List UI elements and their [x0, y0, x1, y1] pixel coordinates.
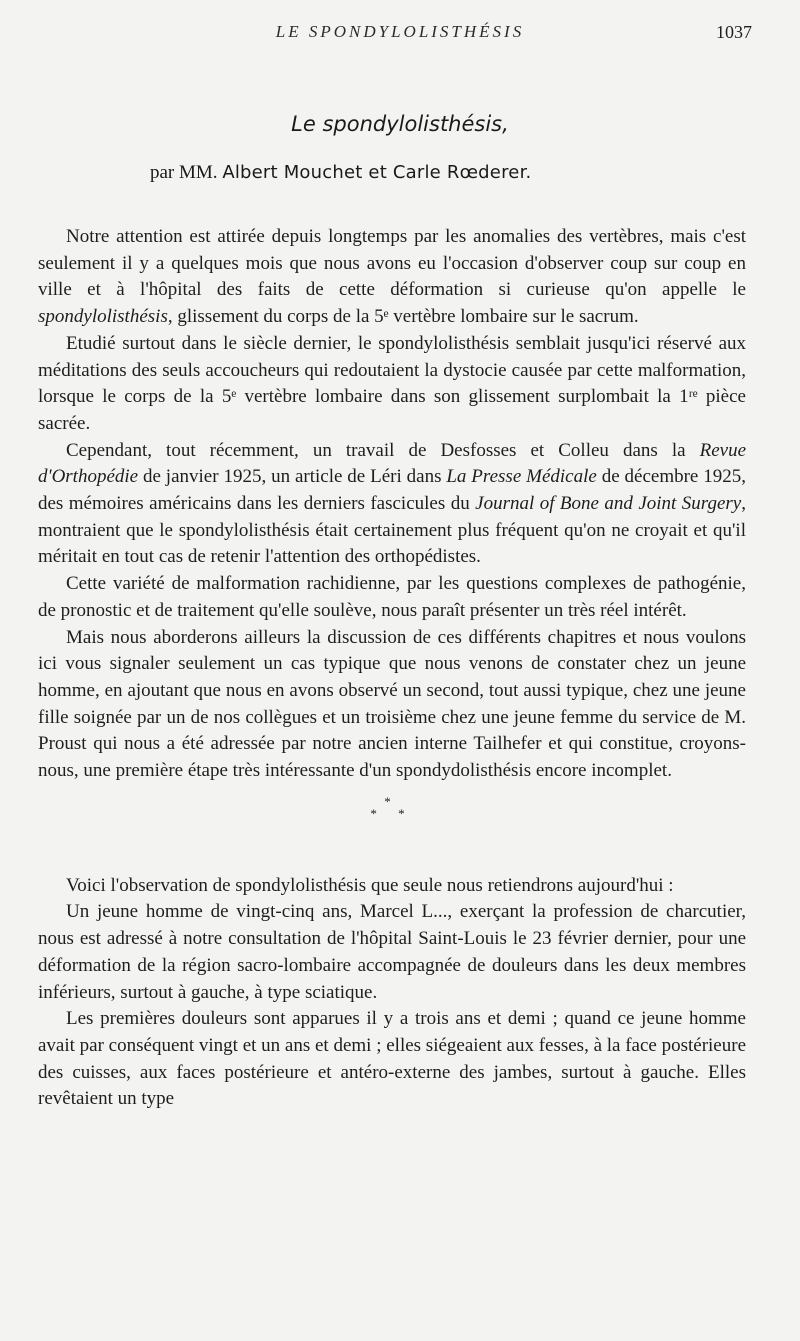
paragraph-3 [38, 438, 746, 572]
paragraph-8: Les premières douleurs sont apparues il y a trois ans et demi ; quand ce jeune homme avait par conséquent vingt et un ans et demi ; elles siégeaient aux fesses, à la face postérieure des cuisses, aux faces postérieure et antéro-externe des jambes, surtout à gauche. Elles revêtaient un type [38, 1008, 747, 1110]
byline [150, 162, 531, 184]
journal-presse-medicale: La Presse Médicale [446, 466, 597, 488]
article-body [38, 224, 746, 1113]
article-title: Le spondylolisthésis, [291, 112, 509, 136]
asterism-top: * [384, 793, 400, 809]
paragraph-1-text-b: , glissement du corps de la 5ᵉ vertèbre lombaire sur le sacrum. [167, 306, 639, 328]
paragraph-1-text-a: Notre attention est attirée depuis longtemps par les anomalies des vertèbres, mais c'est seulement il y a quelques mois que nous avons eu l'occasion d'observer coup sur coup en ville et à l'hôpital des faits de cette déformation si curieuse qu'on appelle le [38, 226, 746, 301]
running-title: LE SPONDYLOLISTHÉSIS [275, 22, 525, 41]
journal-bone-joint-surgery: Journal of Bone and Joint Surgery [475, 493, 742, 515]
paragraph-6: Voici l'observation de spondylolisthésis que seule nous retiendrons aujourd'hui : [66, 874, 674, 896]
running-head [0, 22, 800, 46]
paragraph-1 [38, 224, 746, 331]
paragraph-7: Un jeune homme de vingt-cinq ans, Marcel L..., exerçant la profession de charcutier, nous est adressé à notre consultation de l'hôpital Saint-Louis le 23 février dernier, pour une déformation de la région sacro-lombaire accompagnée de douleurs dans les deux membres inférieurs, surtout à gauche, à type sciatique. [38, 901, 746, 1003]
paragraph-4: Cette variété de malformation rachidienne, par les questions complexes de pathogénie, de pronostic et de traitement qu'elle soulève, nous paraît présenter un très réel intérêt. [38, 573, 746, 621]
page-number: 1037 [716, 22, 752, 42]
paragraph-3-text-c: de décembre 1925, des mémoires américains dans les derniers fascicules du [38, 466, 746, 515]
byline-prefix: par MM. [150, 162, 223, 183]
byline-authors: Albert Mouchet et Carle Rœderer. [222, 162, 532, 183]
paragraph-3-text-b: de janvier 1925, un article de Léri dans [138, 466, 447, 488]
journal-revue-orthopedie: Revue d'Orthopédie [38, 439, 746, 488]
term-spondylolisthesis: spondylolisthésis [38, 306, 168, 328]
section-asterism [38, 785, 746, 873]
paragraph-3-text-a: Cependant, tout récemment, un travail de Desfosses et Colleu dans la [66, 439, 700, 461]
asterism-bottom: * * [370, 805, 414, 821]
paragraph-3-text-d: , montraient que le spondylolisthésis était certainement plus fréquent qu'on ne croyait et qu'il méritait en tout cas de retenir l'attention des orthopédistes. [38, 493, 746, 568]
paragraph-5: Mais nous aborderons ailleurs la discussion de ces différents chapitres et nous voulons ici vous signaler seulement un cas typique que nous venons de constater chez un jeune homme, en ajoutant que nous en avons observé un second, tout aussi typique, chez une jeune fille soignée par un de nos collègues et un troisième chez une jeune femme du service de M. Proust qui nous a été adressée par notre ancien interne Tailhefer et qui constitue, croyons-nous, une première étape très intéressante d'un spondydolisthésis encore incomplet. [38, 626, 746, 782]
paragraph-2: Etudié surtout dans le siècle dernier, le spondylolisthésis semblait jusqu'ici réservé aux méditations des seuls accoucheurs qui redoutaient la dystocie causée par cette malformation, lorsque le corps de la 5ᵉ vertèbre lombaire dans son glissement surplombait la 1ʳᵉ pièce sacrée. [38, 332, 746, 434]
